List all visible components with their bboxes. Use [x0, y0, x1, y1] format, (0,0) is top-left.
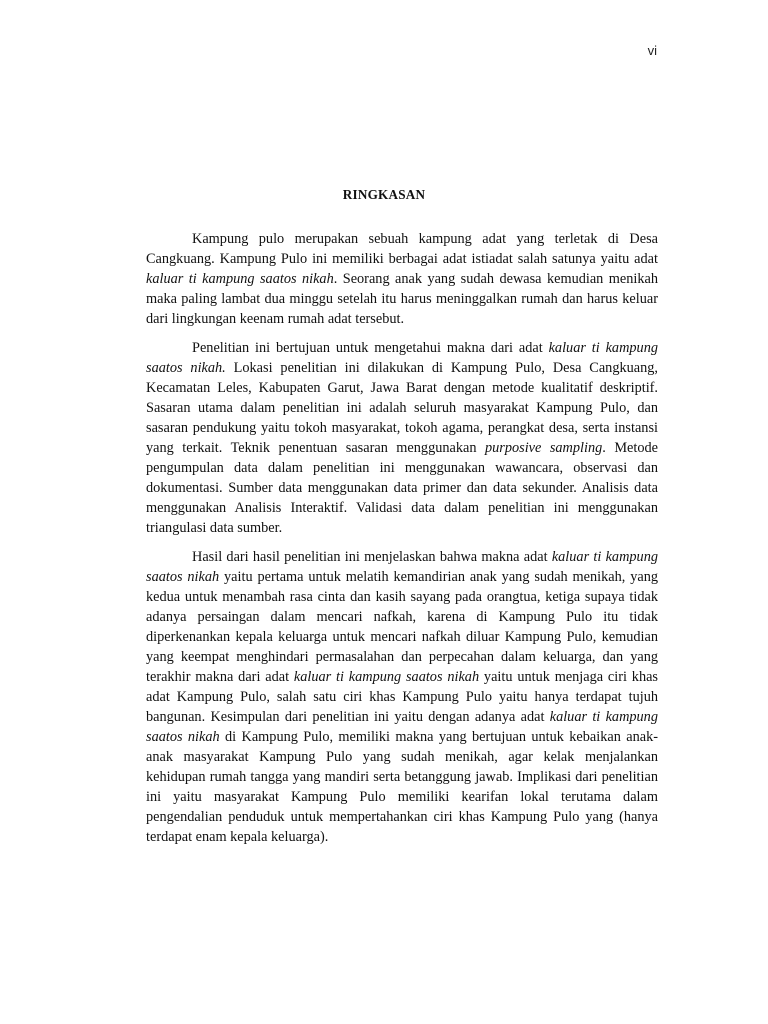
text-run: yaitu untuk menjaga ciri khas adat Kampung Pulo, salah satu ciri khas Kampung Pulo yaitu hanya terdapat tujuh bangunan. Kesimpulan dari penelitian ini yaitu dengan adanya adat: [146, 669, 659, 725]
page-number: vi: [647, 43, 657, 58]
summary-body: [146, 229, 658, 856]
text-run: Kampung pulo merupakan sebuah kampung adat yang terletak di Desa Cangkuang. Kampung Pulo ini memiliki berbagai adat istiadat salah satunya yaitu adat: [146, 231, 658, 267]
text-run: Lokasi penelitian ini dilakukan di Kampung Pulo, Desa Cangkuang, Kecamatan Leles, Kabupaten Garut, Jawa Barat dengan metode kualitatif deskriptif. Sasaran utama dalam penelitian ini adalah seluruh masyarakat Kampung Pulo, dan sasaran pendukung yaitu tokoh masyarakat, tokoh agama, perangkat desa, serta instansi yang terkait. Teknik penentuan sasaran menggunakan: [146, 360, 658, 456]
paragraph: [146, 547, 658, 847]
italic-term: kaluar ti kampung saatos nikah: [293, 669, 480, 685]
italic-term: kaluar ti kampung saatos nikah: [146, 549, 658, 585]
text-run: di Kampung Pulo, memiliki makna yang bertujuan untuk kebaikan anak-anak masyarakat Kampung Pulo yang sudah menikah, agar kelak menjalankan kehidupan rumah tangga yang mandiri serta betanggung jawab. Implikasi dari penelitian ini yaitu masyarakat Kampung Pulo memiliki kearifan lokal terutama dalam pengendalian penduduk untuk mempertahankan ciri khas Kampung Pulo yang (hanya terdapat enam kepala keluarga).: [146, 729, 658, 845]
text-run: yaitu pertama untuk melatih kemandirian anak yang sudah menikah, yang kedua untuk menambah rasa cinta dan kasih sayang pada orangtua, ketiga supaya tidak adanya persaingan dalam mencari nafkah, karena di Kampung Pulo itu tidak diperkenankan kepala keluarga untuk mencari nafkah diluar Kampung Pulo, kemudian yang keempat menghindari permasalahan dan perpecahan dalam keluarga, dan yang terakhir makna dari adat: [146, 569, 658, 685]
page-title: RINGKASAN: [342, 187, 426, 202]
text-run: Hasil dari hasil penelitian ini menjelaskan bahwa makna adat: [192, 549, 552, 565]
italic-term: kaluar ti kampung saatos nikah.: [146, 340, 658, 376]
italic-term: kaluar ti kampung saatos nikah: [146, 709, 658, 745]
text-run: Penelitian ini bertujuan untuk mengetahui makna dari adat: [192, 340, 549, 356]
italic-term: purposive sampling: [484, 440, 603, 456]
italic-term: kaluar ti kampung saatos nikah: [146, 271, 334, 287]
text-run: . Metode pengumpulan data dalam penelitian ini menggunakan wawancara, observasi dan dokumentasi. Sumber data menggunakan data primer dan data sekunder. Analisis data menggunakan Analisis Interaktif. Validasi data dalam penelitian ini menggunakan triangulasi data sumber.: [146, 440, 659, 536]
paragraph: [146, 229, 658, 329]
paragraph: [146, 338, 658, 538]
text-run: . Seorang anak yang sudah dewasa kemudian menikah maka paling lambat dua minggu setelah itu harus meninggalkan rumah dan harus keluar dari lingkungan keenam rumah adat tersebut.: [146, 271, 658, 327]
